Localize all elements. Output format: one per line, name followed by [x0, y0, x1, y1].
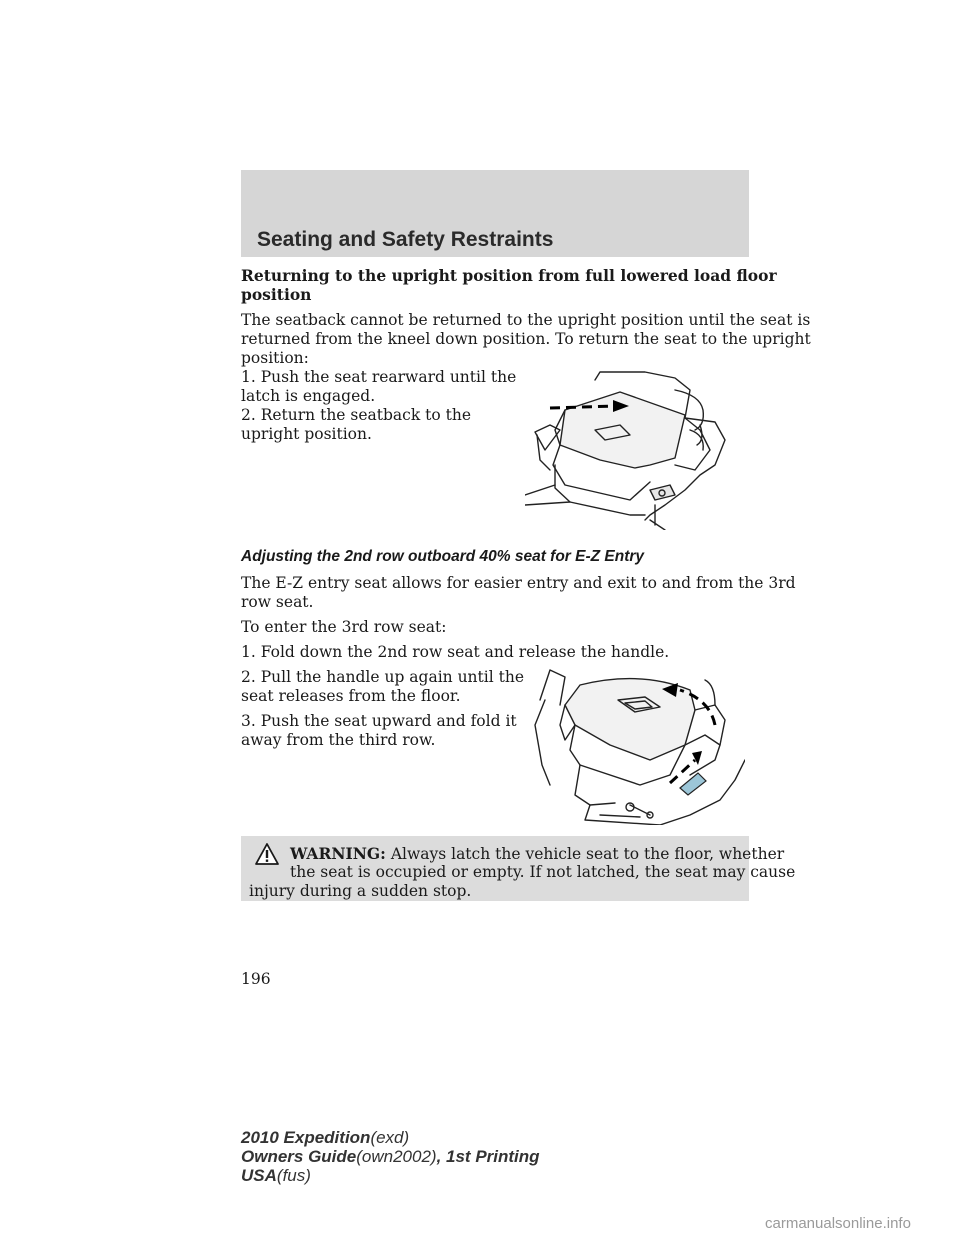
page-number: 196: [241, 970, 271, 988]
footer-guide: Owners Guide: [241, 1147, 357, 1166]
section1-step2-line1: 2. Return the seatback to the: [241, 406, 472, 424]
section2-intro-line1: The E-Z entry seat allows for easier entry and exit to and from the 3rd: [241, 574, 796, 592]
footer-line2: [241, 1147, 540, 1166]
seat-rearward-illustration: [525, 370, 745, 530]
footer-model-code: (exd): [370, 1128, 410, 1147]
section2-enter: To enter the 3rd row seat:: [241, 618, 447, 636]
warning-line2: the seat is occupied or empty. If not latched, the seat may cause: [290, 863, 796, 881]
warning-label: WARNING:: [290, 844, 386, 863]
section1-step1-line2: latch is engaged.: [241, 387, 376, 405]
watermark: carmanualsonline.info: [765, 1215, 911, 1232]
section2-heading: Adjusting the 2nd row outboard 40% seat for E-Z Entry: [241, 548, 645, 565]
section1-heading-line2: position: [241, 285, 312, 304]
warning-text-line1: Always latch the vehicle seat to the floor, whether: [390, 845, 785, 863]
footer-region: USA: [241, 1166, 277, 1185]
section2-step1: 1. Fold down the 2nd row seat and release the handle.: [241, 643, 670, 661]
section1-intro-line2: returned from the kneel down position. To return the seat to the upright: [241, 330, 811, 348]
footer-printing: , 1st Printing: [436, 1147, 540, 1166]
footer-model: 2010 Expedition: [241, 1128, 371, 1147]
footer-line3: [241, 1166, 311, 1185]
section2-step3-line2: away from the third row.: [241, 731, 436, 749]
footer-region-code: (fus): [276, 1166, 311, 1185]
section1-intro-line1: The seatback cannot be returned to the upright position until the seat is: [241, 311, 811, 329]
section2-intro-line2: row seat.: [241, 593, 314, 611]
section2-step3-line1: 3. Push the seat upward and fold it: [241, 712, 517, 730]
section1-intro-line3: position:: [241, 349, 309, 367]
page-title: Seating and Safety Restraints: [257, 228, 554, 251]
warning-line3: injury during a sudden stop.: [249, 882, 472, 900]
footer-line1: [241, 1128, 409, 1147]
section1-step1-line1: 1. Push the seat rearward until the: [241, 368, 517, 386]
section2-step2-line1: 2. Pull the handle up again until the: [241, 668, 524, 686]
warning-line1: [290, 844, 784, 864]
section1-heading-line1: Returning to the upright position from full lowered load floor: [241, 266, 777, 285]
section2-step2-line2: seat releases from the floor.: [241, 687, 461, 705]
ez-entry-illustration: [520, 665, 745, 825]
footer-guide-code: (own2002): [356, 1147, 437, 1166]
section1-step2-line2: upright position.: [241, 425, 372, 443]
warning-triangle-icon: [254, 842, 280, 866]
